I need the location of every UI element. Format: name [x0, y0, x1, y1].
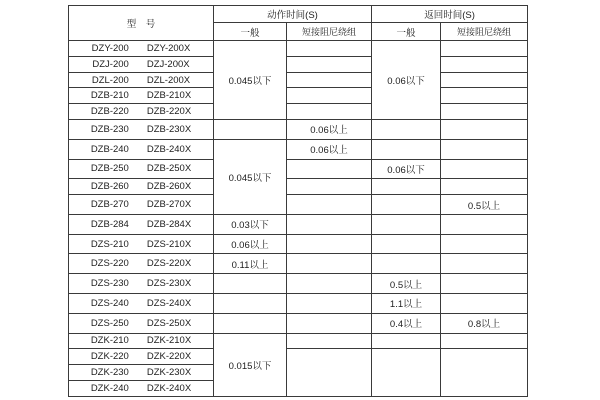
cell-action-damping — [287, 294, 372, 314]
header-action-time-group: 动作时间(S) — [214, 6, 372, 23]
table-row — [69, 195, 528, 215]
table-row — [69, 120, 528, 140]
model-name-x: DZK-230X — [146, 367, 192, 379]
model-cell — [69, 349, 214, 365]
model-name: DZK-220 — [90, 351, 129, 363]
cell-action-damping — [287, 274, 372, 294]
model-name: DZJ-200 — [92, 58, 129, 70]
cell-action-damping — [287, 195, 372, 215]
cell-return-general — [372, 234, 441, 254]
model-name: DZK-240 — [90, 382, 129, 394]
model-cell — [69, 365, 214, 381]
model-name-x: DZK-210X — [146, 335, 192, 347]
table-row — [69, 333, 528, 349]
model-name: DZS-250 — [90, 317, 129, 329]
model-name-x: DZB-250X — [146, 163, 192, 175]
model-name-x: DZK-240X — [146, 382, 192, 394]
model-name: DZS-220 — [90, 258, 129, 270]
cell-action-damping — [287, 313, 372, 333]
model-name-x: DZY-200X — [146, 42, 191, 54]
model-name-x: DZJ-200X — [146, 58, 190, 70]
model-name: DZB-250 — [90, 163, 129, 175]
relay-timing-spec-table — [68, 5, 528, 397]
header-group-row — [69, 6, 528, 23]
cell-action-general: 0.06以上 — [214, 234, 287, 254]
cell-action-damping — [287, 104, 372, 120]
model-cell — [69, 274, 214, 294]
cell-return-general: 0.5以上 — [372, 274, 441, 294]
model-name-x: DZS-210X — [146, 238, 192, 250]
model-cell — [69, 179, 214, 195]
model-name-x: DZS-250X — [146, 317, 192, 329]
model-name: DZB-270 — [90, 199, 129, 211]
cell-return-damping — [441, 214, 528, 234]
cell-return-damping — [441, 120, 528, 140]
model-name-x: DZB-270X — [146, 199, 192, 211]
cell-action-general: 0.045以下 — [214, 139, 287, 214]
cell-return-damping — [441, 274, 528, 294]
model-name: DZB-284 — [90, 218, 129, 230]
cell-action-general: 0.11以上 — [214, 254, 287, 274]
model-name: DZS-230 — [90, 278, 129, 290]
model-cell — [69, 139, 214, 159]
table-row — [69, 234, 528, 254]
model-name: DZB-220 — [90, 106, 129, 118]
model-cell — [69, 214, 214, 234]
cell-action-damping — [287, 179, 372, 195]
cell-return-general — [372, 195, 441, 215]
cell-action-damping — [287, 159, 372, 179]
model-cell — [69, 159, 214, 179]
model-name-x: DZB-284X — [146, 218, 192, 230]
model-name: DZK-210 — [90, 335, 129, 347]
table-row — [69, 214, 528, 234]
model-name-x: DZB-230X — [146, 123, 192, 135]
model-cell — [69, 120, 214, 140]
model-cell — [69, 195, 214, 215]
table-row — [69, 104, 528, 120]
cell-return-general — [372, 179, 441, 195]
model-name: DZB-260 — [90, 181, 129, 193]
cell-action-damping — [287, 254, 372, 274]
table-row — [69, 41, 528, 57]
cell-return-damping: 0.5以上 — [441, 195, 528, 215]
cell-return-general: 1.1以上 — [372, 294, 441, 314]
cell-return-damping — [441, 159, 528, 179]
cell-return-general — [372, 333, 441, 349]
cell-return-general — [372, 254, 441, 274]
cell-return-damping — [441, 179, 528, 195]
cell-return-general: 0.06以下 — [372, 41, 441, 120]
model-cell — [69, 294, 214, 314]
model-name: DZK-230 — [90, 367, 129, 379]
table-row — [69, 179, 528, 195]
cell-action-general — [214, 120, 287, 140]
cell-action-damping — [287, 56, 372, 72]
cell-action-general: 0.015以下 — [214, 333, 287, 396]
model-cell — [69, 72, 214, 88]
cell-return-damping — [441, 139, 528, 159]
cell-action-damping — [287, 234, 372, 254]
header-return-general: 一般 — [372, 23, 441, 41]
cell-action-damping — [287, 72, 372, 88]
model-cell — [69, 313, 214, 333]
cell-return-general: 0.06以下 — [372, 159, 441, 179]
cell-return-general: 0.4以上 — [372, 313, 441, 333]
model-name-x: DZS-220X — [146, 258, 192, 270]
table-row — [69, 88, 528, 104]
model-cell — [69, 104, 214, 120]
cell-return-general — [372, 349, 441, 397]
table-row — [69, 313, 528, 333]
cell-action-damping: 0.06以上 — [287, 139, 372, 159]
model-name-x: DZB-240X — [146, 143, 192, 155]
model-name-x: DZB-210X — [146, 90, 192, 102]
cell-action-general — [214, 313, 287, 333]
cell-return-damping — [441, 56, 528, 72]
cell-return-damping — [441, 333, 528, 349]
table-row — [69, 72, 528, 88]
cell-return-damping — [441, 72, 528, 88]
cell-return-damping — [441, 41, 528, 57]
model-cell — [69, 88, 214, 104]
model-name: DZB-210 — [90, 90, 129, 102]
model-name-x: DZB-220X — [146, 106, 192, 118]
cell-return-general — [372, 214, 441, 234]
cell-action-damping — [287, 88, 372, 104]
cell-action-damping — [287, 333, 372, 349]
cell-action-general — [214, 274, 287, 294]
table-row — [69, 254, 528, 274]
table-row — [69, 349, 528, 365]
header-action-general: 一般 — [214, 23, 287, 41]
cell-action-damping: 0.06以上 — [287, 120, 372, 140]
model-name: DZB-240 — [90, 143, 129, 155]
model-cell — [69, 254, 214, 274]
cell-action-damping — [287, 214, 372, 234]
header-return-damping: 短接阻尼绕组 — [441, 23, 528, 41]
model-cell — [69, 56, 214, 72]
table-row — [69, 56, 528, 72]
model-name-x: DZS-230X — [146, 278, 192, 290]
cell-return-general — [372, 139, 441, 159]
cell-action-general — [214, 294, 287, 314]
cell-return-damping: 0.8以上 — [441, 313, 528, 333]
model-name: DZY-200 — [91, 42, 129, 54]
model-name: DZL-200 — [91, 74, 129, 86]
model-name-x: DZK-220X — [146, 351, 192, 363]
cell-return-damping — [441, 349, 528, 397]
header-action-damping: 短接阻尼绕组 — [287, 23, 372, 41]
table-row — [69, 294, 528, 314]
model-cell — [69, 234, 214, 254]
table-row — [69, 159, 528, 179]
table-row — [69, 274, 528, 294]
cell-action-general: 0.03以下 — [214, 214, 287, 234]
model-cell — [69, 41, 214, 57]
model-name-x: DZL-200X — [146, 74, 191, 86]
model-cell — [69, 333, 214, 349]
cell-return-damping — [441, 104, 528, 120]
cell-action-damping — [287, 41, 372, 57]
header-model: 型 号 — [69, 6, 214, 41]
model-name: DZS-240 — [90, 297, 129, 309]
cell-return-damping — [441, 234, 528, 254]
cell-return-general — [372, 120, 441, 140]
model-name-x: DZS-240X — [146, 297, 192, 309]
cell-return-damping — [441, 254, 528, 274]
model-name: DZS-210 — [90, 238, 129, 250]
model-name-x: DZB-260X — [146, 181, 192, 193]
cell-action-general: 0.045以下 — [214, 41, 287, 120]
cell-action-damping — [287, 349, 372, 397]
model-cell — [69, 380, 214, 396]
cell-return-damping — [441, 294, 528, 314]
spec-table-container — [68, 5, 528, 397]
table-row — [69, 139, 528, 159]
model-name: DZB-230 — [90, 123, 129, 135]
cell-return-damping — [441, 88, 528, 104]
header-return-time-group: 返回时间(S) — [372, 6, 528, 23]
